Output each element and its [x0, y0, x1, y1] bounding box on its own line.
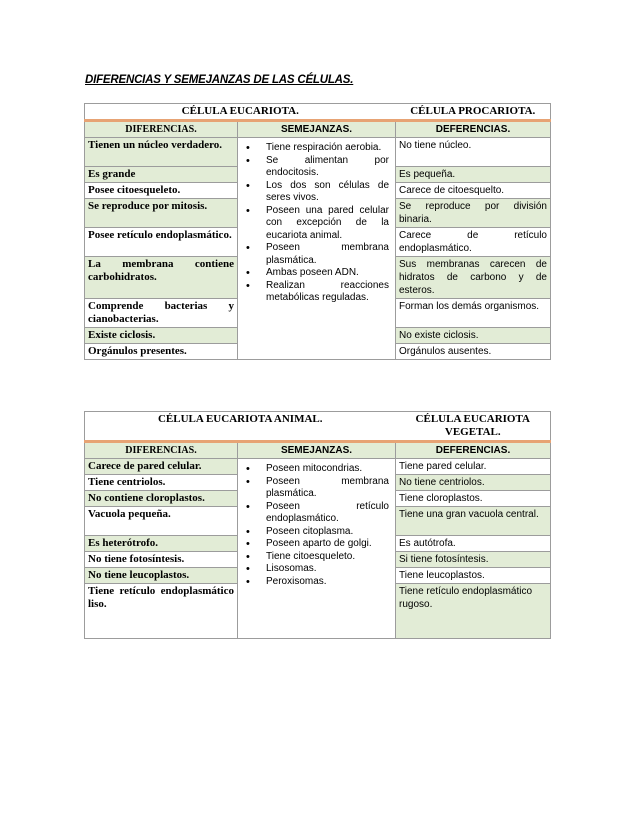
plant-difference: Tiene pared celular. — [396, 459, 551, 475]
animal-cell-header: CÉLULA EUCARIOTA ANIMAL. — [85, 412, 396, 442]
list-item: • Lisosomas. — [242, 563, 389, 576]
list-item: • Poseen retículo endoplasmático. — [242, 501, 389, 526]
list-item: • Poseen mitocondrias. — [242, 463, 389, 476]
animal-difference: Vacuola pequeña. — [85, 507, 238, 536]
list-item: • Peroxisomas. — [242, 576, 389, 589]
list-item: • Poseen citoplasma. — [242, 526, 389, 539]
animal-difference: No tiene fotosíntesis. — [85, 552, 238, 568]
animal-difference: No tiene leucoplastos. — [85, 568, 238, 584]
table-subheader-row — [85, 442, 551, 459]
animal-difference: Tiene retículo endoplasmático liso. — [85, 584, 238, 639]
similarities-cell — [238, 459, 396, 639]
animal-difference: No contiene cloroplastos. — [85, 491, 238, 507]
plant-difference: Tiene leucoplastos. — [396, 568, 551, 584]
plant-difference: Tiene retículo endoplasmático rugoso. — [396, 584, 551, 639]
eukaryote-difference: Se reproduce por mitosis. — [85, 199, 238, 228]
prokaryote-difference: Orgánulos ausentes. — [396, 344, 551, 360]
differences-header: DIFERENCIAS. — [85, 442, 238, 459]
list-item: • Poseen membrana plasmática. — [242, 476, 389, 501]
plant-difference: Si tiene fotosíntesis. — [396, 552, 551, 568]
eukaryote-difference: Posee citoesqueleto. — [85, 183, 238, 199]
eukaryote-difference: Orgánulos presentes. — [85, 344, 238, 360]
plant-difference: Tiene una gran vacuola central. — [396, 507, 551, 536]
plant-difference: No tiene centriolos. — [396, 475, 551, 491]
animal-difference: Es heterótrofo. — [85, 536, 238, 552]
differences-header: DEFERENCIAS. — [396, 121, 551, 138]
list-item: • Tiene citoesqueleto. — [242, 551, 389, 564]
prokaryote-difference: Se reproduce por división binaria. — [396, 199, 551, 228]
table-header-row — [85, 412, 551, 442]
list-item: • Poseen membrana plasmática. — [242, 242, 389, 267]
prokaryote-difference: Es pequeña. — [396, 167, 551, 183]
eukaryote-difference: Posee retículo endoplasmático. — [85, 228, 238, 257]
eukaryote-difference: Tienen un núcleo verdadero. — [85, 138, 238, 167]
plant-difference: Tiene cloroplastos. — [396, 491, 551, 507]
similarities-list — [242, 463, 389, 588]
list-item: • Se alimentan por endocitosis. — [242, 155, 389, 180]
differences-header: DIFERENCIAS. — [85, 121, 238, 138]
list-item: • Poseen una pared celular con excepción de la eucariota animal. — [242, 205, 389, 243]
similarities-header: SEMEJANZAS. — [238, 121, 396, 138]
prokaryote-difference: Forman los demás organismos. — [396, 299, 551, 328]
similarities-list — [242, 142, 389, 305]
prokaryote-difference: No existe ciclosis. — [396, 328, 551, 344]
similarities-header: SEMEJANZAS. — [238, 442, 396, 459]
animal-difference: Carece de pared celular. — [85, 459, 238, 475]
prokaryote-difference: Carece de citoesquelto. — [396, 183, 551, 199]
prokaryote-header: CÉLULA PROCARIOTA. — [396, 104, 551, 121]
eukaryote-difference: Comprende bacterias y cianobacterias. — [85, 299, 238, 328]
eukaryote-difference: La membrana contiene carbohidratos. — [85, 257, 238, 299]
animal-vs-plant-cell-table — [84, 411, 551, 639]
eukaryote-difference: Es grande — [85, 167, 238, 183]
animal-difference: Tiene centriolos. — [85, 475, 238, 491]
table-row — [85, 459, 551, 475]
list-item: • Ambas poseen ADN. — [242, 267, 389, 280]
document-title: DIFERENCIAS Y SEMEJANZAS DE LAS CÉLULAS. — [85, 74, 354, 86]
list-item: • Realizan reacciones metabólicas reguladas. — [242, 280, 389, 305]
list-item: • Poseen aparto de golgi. — [242, 538, 389, 551]
similarities-cell — [238, 138, 396, 360]
plant-cell-header: CÉLULA EUCARIOTA VEGETAL. — [396, 412, 551, 442]
plant-difference: Es autótrofa. — [396, 536, 551, 552]
prokaryote-difference: Sus membranas carecen de hidratos de carbono y de esteros. — [396, 257, 551, 299]
eukaryote-vs-prokaryote-table — [84, 103, 551, 360]
prokaryote-difference: No tiene núcleo. — [396, 138, 551, 167]
eukaryote-difference: Existe ciclosis. — [85, 328, 238, 344]
differences-header: DEFERENCIAS. — [396, 442, 551, 459]
prokaryote-difference: Carece de retículo endoplasmático. — [396, 228, 551, 257]
list-item: • Los dos son células de seres vivos. — [242, 180, 389, 205]
eukaryote-header: CÉLULA EUCARIOTA. — [85, 104, 396, 121]
table-subheader-row — [85, 121, 551, 138]
list-item: • Tiene respiración aerobia. — [242, 142, 389, 155]
table-row — [85, 138, 551, 167]
table-header-row — [85, 104, 551, 121]
